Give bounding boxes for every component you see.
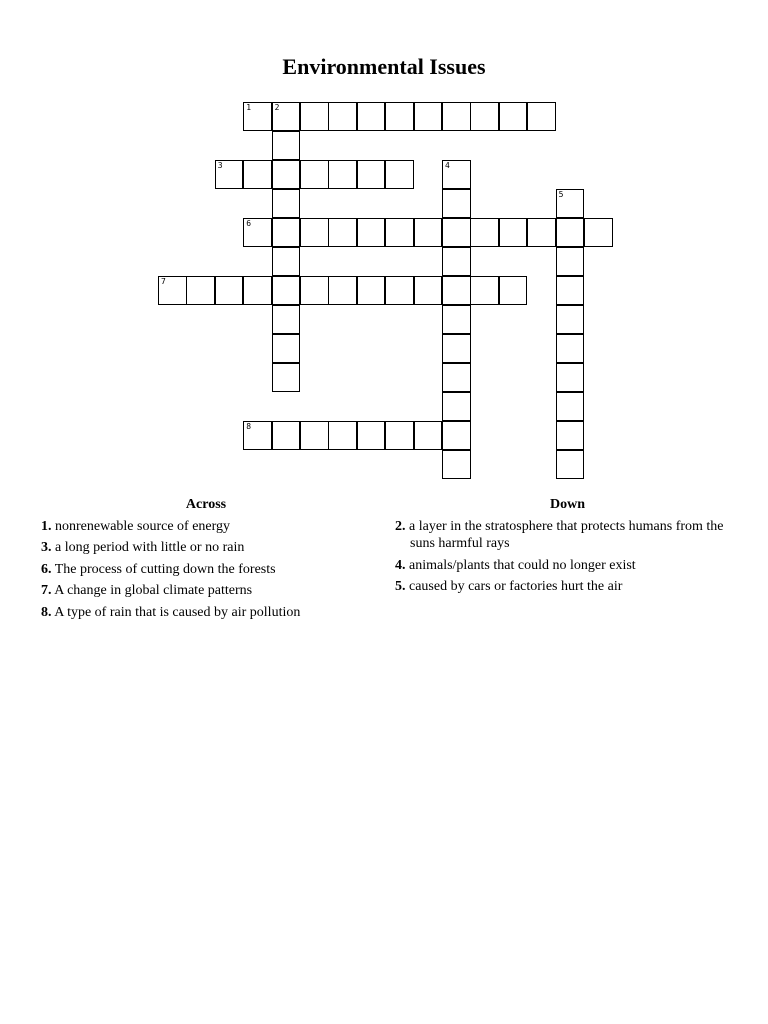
clue-number-label: 6. [41,561,52,577]
grid-cell[interactable] [527,102,556,131]
grid-cell[interactable] [414,421,443,450]
grid-cell[interactable] [442,334,471,363]
grid-cell[interactable] [186,276,215,305]
grid-cell[interactable] [243,276,272,305]
clue-number-label: 1. [41,518,52,534]
grid-cell[interactable] [357,160,386,189]
clue-number-label: 7. [41,583,52,598]
grid-cell[interactable] [272,131,301,160]
grid-cell[interactable] [215,276,244,305]
grid-cell[interactable] [272,363,301,392]
grid-cell[interactable] [215,160,244,189]
clue-text: A type of rain that is caused by air pollution [51,604,301,620]
grid-cell[interactable] [442,363,471,392]
grid-cell[interactable] [243,421,272,450]
grid-cell[interactable] [357,218,386,247]
grid-cell[interactable] [328,102,357,131]
grid-cell[interactable] [442,392,471,421]
grid-cell[interactable] [556,450,585,479]
grid-cell[interactable] [442,189,471,218]
down-heading: Down [549,497,585,512]
across-clue [41,561,371,579]
grid-cell[interactable] [328,276,357,305]
grid-cell[interactable] [414,218,443,247]
grid-cell[interactable] [556,334,585,363]
clue-number: 1 [246,103,252,112]
grid-cell[interactable] [442,421,471,450]
across-clue [41,539,371,557]
clue-text: caused by cars or factories hurt the air [405,579,623,594]
clue-number: 8 [246,422,252,431]
clue-number-label: 8. [41,604,52,620]
grid-cell[interactable] [357,421,386,450]
grid-cell[interactable] [556,392,585,421]
grid-cell[interactable] [300,102,329,131]
grid-cell[interactable] [499,218,528,247]
grid-cell[interactable] [243,102,272,131]
grid-cell[interactable] [272,334,301,363]
grid-cell[interactable] [556,276,585,305]
clue-number: 4 [445,161,450,170]
clue-text: A change in global climate patterns [51,583,253,598]
grid-cell[interactable] [556,247,585,276]
grid-cell[interactable] [272,189,301,218]
grid-cell[interactable] [442,247,471,276]
grid-cell[interactable] [556,218,585,247]
clue-text: nonrenewable source of energy [51,518,231,534]
grid-cell[interactable] [328,160,357,189]
grid-cell[interactable] [414,102,443,131]
grid-cell[interactable] [272,218,301,247]
grid-cell[interactable] [300,160,329,189]
grid-cell[interactable] [499,276,528,305]
page-title: Environmental Issues [282,54,486,79]
down-clue [395,557,740,575]
grid-cell[interactable] [470,218,499,247]
across-clue [41,604,371,622]
grid-cell[interactable] [385,160,414,189]
grid-cell[interactable] [272,247,301,276]
clue-number: 6 [246,219,252,228]
crossword-grid [0,0,768,470]
clue-number: 7 [161,277,166,286]
grid-cell[interactable] [300,276,329,305]
grid-cell[interactable] [442,450,471,479]
clue-number: 5 [558,190,564,199]
clue-number-label: 4. [395,557,406,573]
grid-cell[interactable] [442,160,471,189]
grid-cell[interactable] [328,218,357,247]
grid-cell[interactable] [414,276,443,305]
clue-number-label: 5. [395,579,406,594]
grid-cell[interactable] [442,218,471,247]
clue-text: a layer in the stratosphere that protects humans from the suns harmful rays [405,518,724,551]
clue-text: a long period with little or no rain [51,540,245,555]
grid-cell[interactable] [499,102,528,131]
grid-cell[interactable] [442,276,471,305]
grid-cell[interactable] [243,218,272,247]
clue-number-label: 3. [41,540,52,555]
grid-cell[interactable] [385,276,414,305]
grid-cell[interactable] [470,276,499,305]
grid-cell[interactable] [158,276,187,305]
grid-cell[interactable] [300,421,329,450]
clue-number: 2 [274,103,280,112]
across-clue [41,518,371,536]
grid-cell[interactable] [556,305,585,334]
grid-cell[interactable] [357,102,386,131]
grid-cell[interactable] [584,218,613,247]
grid-cell[interactable] [272,276,301,305]
grid-cell[interactable] [385,421,414,450]
down-clue-list [395,518,740,596]
down-clues [395,496,740,600]
grid-cell[interactable] [527,218,556,247]
across-clues [41,496,371,625]
grid-cell[interactable] [556,421,585,450]
clue-text: animals/plants that could no longer exist [405,557,636,573]
grid-cell[interactable] [272,305,301,334]
grid-cell[interactable] [556,189,585,218]
clue-number-label: 2. [395,518,406,534]
grid-cell[interactable] [272,421,301,450]
across-heading: Across [185,497,227,512]
grid-cell[interactable] [442,102,471,131]
grid-cell[interactable] [272,102,301,131]
down-clue [395,578,740,596]
grid-cell[interactable] [272,160,301,189]
grid-cell[interactable] [328,421,357,450]
grid-cell[interactable] [442,305,471,334]
across-clue-list [41,518,371,622]
grid-cell[interactable] [385,102,414,131]
grid-cell[interactable] [300,218,329,247]
clue-text: The process of cutting down the forests [51,561,276,577]
grid-cell[interactable] [357,276,386,305]
clue-number: 3 [217,161,223,170]
down-clue [395,518,740,553]
across-clue [41,582,371,600]
grid-cell[interactable] [556,363,585,392]
grid-cell[interactable] [385,218,414,247]
grid-cell[interactable] [470,102,499,131]
grid-cell[interactable] [243,160,272,189]
